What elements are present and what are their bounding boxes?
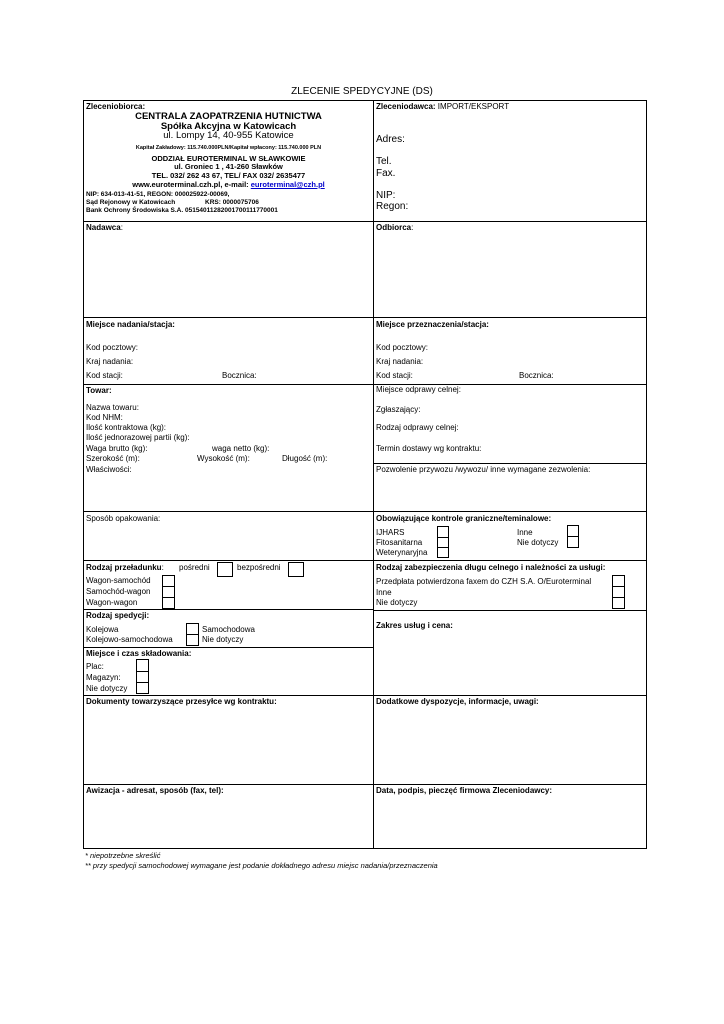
kontrole-ijhars: IJHARS bbox=[376, 528, 405, 537]
zabezpieczenie-item: Inne bbox=[376, 588, 392, 597]
zleceniobiorca-label: Zleceniobiorca: bbox=[86, 102, 146, 111]
colon: : bbox=[411, 223, 414, 232]
footnotes bbox=[85, 851, 438, 870]
nadania-kod: Kod pocztowy: bbox=[86, 343, 139, 352]
kontrole-inne: Inne bbox=[517, 528, 533, 537]
spedycja-samochodowa: Samochodowa bbox=[202, 625, 255, 634]
tel-label: Tel. bbox=[376, 156, 392, 167]
przeladunek-posredni: pośredni bbox=[179, 563, 210, 572]
bezposredni-checkbox[interactable] bbox=[288, 562, 304, 577]
posredni-checkbox[interactable] bbox=[217, 562, 233, 577]
kontrole-label: Obowiązujące kontrole graniczne/teminalowe: bbox=[376, 514, 552, 523]
odprawa-miejsce: Miejsce odprawy celnej: bbox=[376, 385, 461, 394]
nip-label: NIP: bbox=[376, 190, 396, 201]
nie-dotyczy-checkbox[interactable] bbox=[567, 536, 579, 548]
przeladunek-item: Samochód-wagon bbox=[86, 587, 151, 596]
branch-address: ul. Groniec 1 , 41-260 Sławków bbox=[174, 162, 283, 171]
footnote: ** przy spedycji samochodowej wymagane jest podanie dokładnego adresu miejsc nadania/przeznaczenia bbox=[85, 860, 438, 870]
towar-ilosc: Ilość kontraktowa (kg): bbox=[86, 423, 167, 432]
company-krs: KRS: 0000075706 bbox=[205, 199, 259, 206]
colon: : bbox=[161, 563, 164, 572]
odprawa-termin: Termin dostawy wg kontraktu: bbox=[376, 444, 482, 453]
zabezpieczenie-label: Rodzaj zabezpieczenia długu celnego i należności za usługi: bbox=[376, 563, 606, 572]
row-divider bbox=[374, 463, 646, 464]
nadawca-field bbox=[86, 223, 123, 233]
nadania-kraj: Kraj nadania: bbox=[86, 357, 134, 366]
przeznaczenia-bocznica: Bocznica: bbox=[519, 371, 554, 380]
company-court: Sąd Rejonowy w Katowicach bbox=[86, 199, 176, 206]
zabezpieczenie-item: Nie dotyczy bbox=[376, 598, 418, 607]
dokumenty-label: Dokumenty towarzyszące przesyłce wg kontraktu: bbox=[86, 697, 277, 706]
odprawa-zglaszajacy: Zgłaszający: bbox=[376, 405, 421, 414]
towar-dlugosc: Długość (m): bbox=[282, 454, 328, 463]
nadania-stacja: Kod stacji: bbox=[86, 371, 123, 380]
company-capital: Kapitał Zakładowy: 115.740.000PLN/Kapitał wpłacony: 115.740.000 PLN bbox=[135, 145, 322, 151]
miejsce-nadania-label: Miejsce nadania/stacja: bbox=[86, 320, 175, 329]
company-bank: Bank Ochrony Środowiska S.A. 05154011282001700111770001 bbox=[86, 207, 278, 214]
row-divider bbox=[84, 511, 373, 512]
spedycja-kolejowa: Kolejowa bbox=[86, 625, 119, 634]
branch-phone: TEL. 032/ 262 43 67, TEL/ FAX 032/ 2635477 bbox=[151, 171, 306, 180]
row-divider bbox=[374, 610, 646, 611]
company-address: ul. Lompy 14, 40-955 Katowice bbox=[163, 130, 294, 141]
towar-nhm: Kod NHM: bbox=[86, 413, 123, 422]
towar-szerokosc: Szerokość (m): bbox=[86, 454, 140, 463]
row-divider bbox=[84, 384, 646, 385]
column-divider bbox=[373, 101, 374, 848]
row-divider bbox=[84, 647, 373, 648]
skladowanie-item: Magazyn: bbox=[86, 673, 121, 682]
adres-label: Adres: bbox=[376, 134, 405, 145]
footnote: * niepotrzebne skreślić bbox=[85, 851, 161, 860]
nadawca-label: Nadawca bbox=[86, 223, 121, 232]
colon: : bbox=[120, 223, 123, 232]
kontrole-wet: Weterynaryjna bbox=[376, 548, 428, 557]
zleceniodawca-value: IMPORT/EKSPORT bbox=[435, 102, 510, 111]
form-table bbox=[83, 100, 647, 849]
opakowanie-label: Sposób opakowania: bbox=[86, 514, 161, 523]
przeznaczenia-stacja: Kod stacji: bbox=[376, 371, 413, 380]
zabezpieczenie-nie-checkbox[interactable] bbox=[612, 597, 625, 609]
odprawa-rodzaj: Rodzaj odprawy celnej: bbox=[376, 423, 459, 432]
odbiorca-field bbox=[376, 223, 413, 233]
przeladunek-field bbox=[86, 563, 164, 573]
skladowanie-label: Miejsce i czas składowania: bbox=[86, 649, 192, 658]
company-nip: NIP: 634-013-41-51, REGON: 000025922-00069, bbox=[86, 191, 230, 198]
row-divider bbox=[374, 511, 646, 512]
fax-label: Fax. bbox=[376, 168, 396, 179]
przeladunek-bezposredni: bezpośredni bbox=[237, 563, 281, 572]
branch-web bbox=[84, 180, 373, 190]
towar-brutto: Waga brutto (kg): bbox=[86, 444, 148, 453]
towar-nazwa: Nazwa towaru: bbox=[86, 403, 139, 412]
skladowanie-nie-checkbox[interactable] bbox=[136, 682, 149, 694]
towar-wysokosc: Wysokość (m): bbox=[197, 454, 250, 463]
wet-checkbox[interactable] bbox=[437, 547, 449, 558]
kolejowo-samochodowa-checkbox[interactable] bbox=[186, 634, 199, 646]
przeladunek-label: Rodzaj przeładunku bbox=[86, 563, 162, 572]
skladowanie-item: Nie dotyczy bbox=[86, 684, 128, 693]
form-title: ZLECENIE SPEDYCYJNE (DS) bbox=[291, 86, 433, 97]
branch-name: ODDZIAŁ EUROTERMINAL W SŁAWKOWIE bbox=[151, 154, 306, 163]
spedycja-nie: Nie dotyczy bbox=[202, 635, 244, 644]
email-link[interactable]: euroterminal@czh.pl bbox=[250, 180, 325, 189]
dodatkowe-label: Dodatkowe dyspozycje, informacje, uwagi: bbox=[376, 697, 539, 706]
row-divider bbox=[84, 560, 646, 561]
towar-label: Towar: bbox=[86, 386, 112, 395]
przeladunek-item: Wagon-samochód bbox=[86, 576, 151, 585]
towar-netto: waga netto (kg): bbox=[212, 444, 270, 453]
web-text: www.euroterminal.czh.pl, e-mail: bbox=[132, 180, 251, 189]
towar-partia: Ilość jednorazowej partii (kg): bbox=[86, 433, 190, 442]
przeznaczenia-kraj: Kraj nadania: bbox=[376, 357, 424, 366]
spedycja-label: Rodzaj spedycji: bbox=[86, 611, 150, 620]
zabezpieczenie-item: Przedpłata potwierdzona faxem do CZH S.A. O/Euroterminal bbox=[376, 577, 592, 586]
wagon-wagon-checkbox[interactable] bbox=[162, 597, 175, 609]
spedycja-kolsam: Kolejowo-samochodowa bbox=[86, 635, 173, 644]
odprawa-pozwolenie: Pozwolenie przywozu /wywozu/ inne wymagane zezwolenia: bbox=[376, 465, 591, 474]
kontrole-fito: Fitosanitarna bbox=[376, 538, 423, 547]
zakres-label: Zakres usług i cena: bbox=[376, 621, 453, 630]
regon-label: Regon: bbox=[376, 201, 409, 212]
row-divider bbox=[84, 784, 646, 785]
company-form: Spółka Akcyjna w Katowicach bbox=[160, 121, 297, 132]
towar-wlasciwosci: Właściwości: bbox=[86, 465, 132, 474]
skladowanie-item: Plac: bbox=[86, 662, 104, 671]
awizacja-label: Awizacja - adresat, sposób (fax, tel): bbox=[86, 786, 224, 795]
przeznaczenia-kod: Kod pocztowy: bbox=[376, 343, 429, 352]
odbiorca-label: Odbiorca bbox=[376, 223, 412, 232]
row-divider bbox=[84, 221, 646, 222]
nadania-bocznica: Bocznica: bbox=[222, 371, 257, 380]
zleceniodawca-label: Zleceniodawca: bbox=[376, 102, 436, 111]
przeladunek-item: Wagon-wagon bbox=[86, 598, 138, 607]
miejsce-przeznaczenia-label: Miejsce przeznaczenia/stacja: bbox=[376, 320, 489, 329]
zleceniodawca-field bbox=[376, 102, 509, 112]
company-name: CENTRALA ZAOPATRZENIA HUTNICTWA bbox=[135, 111, 322, 122]
row-divider bbox=[84, 609, 373, 610]
row-divider bbox=[84, 317, 646, 318]
row-divider bbox=[84, 695, 646, 696]
kontrole-nie: Nie dotyczy bbox=[517, 538, 559, 547]
podpis-label: Data, podpis, pieczęć firmowa Zleceniodawcy: bbox=[376, 786, 553, 795]
